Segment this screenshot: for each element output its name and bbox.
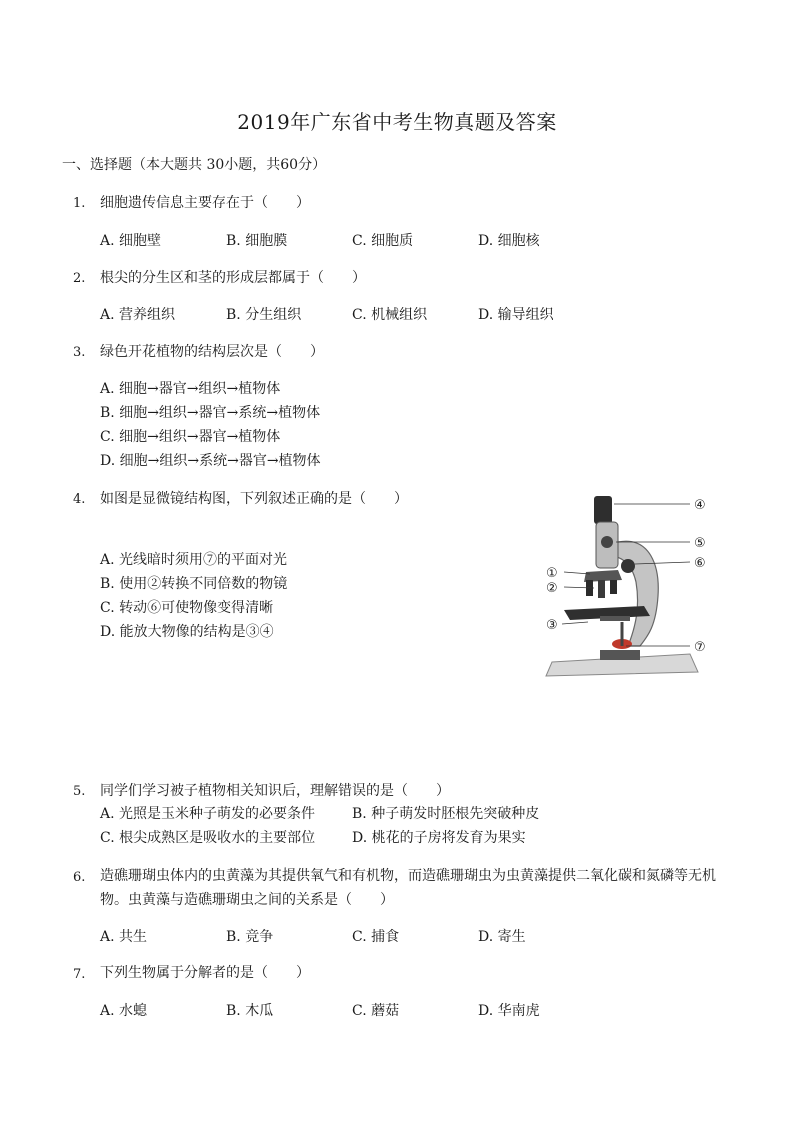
microscope-foot xyxy=(600,650,640,660)
question-text-line-1: 造礁珊瑚虫体内的虫黄藻为其提供氧气和有机物，而造礁珊瑚虫为虫黄藻提供二氧化碳和氮磷等无机 xyxy=(100,868,716,884)
objective-lens-2 xyxy=(598,580,605,598)
option-d: D. 能放大物像的结构是③④ xyxy=(100,624,274,640)
option-c: C. 蘑菇 xyxy=(352,1003,400,1019)
label-4: ④ xyxy=(694,498,706,513)
option-d: D. 华南虎 xyxy=(478,1003,540,1019)
eyepiece xyxy=(594,496,612,524)
option-b: B. 分生组织 xyxy=(226,307,302,323)
label-6: ⑥ xyxy=(694,556,706,571)
option-b: B. 细胞膜 xyxy=(226,233,288,249)
option-a: A. 细胞→器官→组织→植物体 xyxy=(100,381,281,397)
coarse-adjustment-knob xyxy=(601,536,613,548)
option-c: C. 根尖成熟区是吸收水的主要部位 xyxy=(100,830,316,846)
option-b: B. 木瓜 xyxy=(226,1003,274,1019)
option-d: D. 输导组织 xyxy=(478,307,554,323)
question-number: 4. xyxy=(73,492,86,507)
option-b: B. 细胞→组织→器官→系统→植物体 xyxy=(100,405,321,421)
question-text: 如图是显微镜结构图，下列叙述正确的是（ ） xyxy=(100,491,408,507)
stage-clip xyxy=(600,616,630,621)
microscope-figure xyxy=(540,486,730,682)
page-title: 2019年广东省中考生物真题及答案 xyxy=(237,110,557,134)
label-3: ③ xyxy=(546,618,558,633)
option-a: A. 共生 xyxy=(100,929,148,945)
label-7: ⑦ xyxy=(694,640,706,655)
option-a: A. 营养组织 xyxy=(100,307,176,323)
objective-lens-3 xyxy=(610,580,617,594)
fine-adjustment-knob xyxy=(621,559,635,573)
option-a: A. 光线暗时须用⑦的平面对光 xyxy=(100,552,288,568)
question-number: 2. xyxy=(73,271,86,286)
option-a: A. 水螅 xyxy=(100,1003,148,1019)
option-c: C. 捕食 xyxy=(352,929,400,945)
option-d: D. 细胞→组织→系统→器官→植物体 xyxy=(100,453,321,469)
question-number: 6. xyxy=(73,870,86,885)
option-a: A. 细胞壁 xyxy=(100,233,162,249)
question-number: 7. xyxy=(73,967,86,982)
question-number: 1. xyxy=(73,196,86,211)
option-d: D. 寄生 xyxy=(478,929,526,945)
option-d: D. 细胞核 xyxy=(478,233,540,249)
option-c: C. 细胞质 xyxy=(352,233,414,249)
question-text: 根尖的分生区和茎的形成层都属于（ ） xyxy=(100,270,366,286)
option-c: C. 机械组织 xyxy=(352,307,428,323)
question-number: 5. xyxy=(73,784,86,799)
question-text: 细胞遗传信息主要存在于（ ） xyxy=(100,195,310,211)
question-text: 绿色开花植物的结构层次是（ ） xyxy=(100,344,324,360)
label-2: ② xyxy=(546,581,558,596)
option-b: B. 竞争 xyxy=(226,929,274,945)
question-number: 3. xyxy=(73,345,86,360)
label-1: ① xyxy=(546,566,558,581)
label-5: ⑤ xyxy=(694,536,706,551)
question-text: 同学们学习被子植物相关知识后，理解错误的是（ ） xyxy=(100,783,450,799)
option-d: D. 桃花的子房将发育为果实 xyxy=(352,830,526,846)
question-text-line-2: 物。虫黄藻与造礁珊瑚虫之间的关系是（ ） xyxy=(100,892,394,908)
option-b: B. 使用②转换不同倍数的物镜 xyxy=(100,576,288,592)
question-text: 下列生物属于分解者的是（ ） xyxy=(100,965,310,981)
option-b: B. 种子萌发时胚根先突破种皮 xyxy=(352,806,540,822)
section-heading: 一、选择题（本大题共 30小题，共60分） xyxy=(62,157,327,173)
option-c: C. 细胞→组织→器官→植物体 xyxy=(100,429,281,445)
option-a: A. 光照是玉米种子萌发的必要条件 xyxy=(100,806,316,822)
option-c: C. 转动⑥可使物像变得清晰 xyxy=(100,600,274,616)
